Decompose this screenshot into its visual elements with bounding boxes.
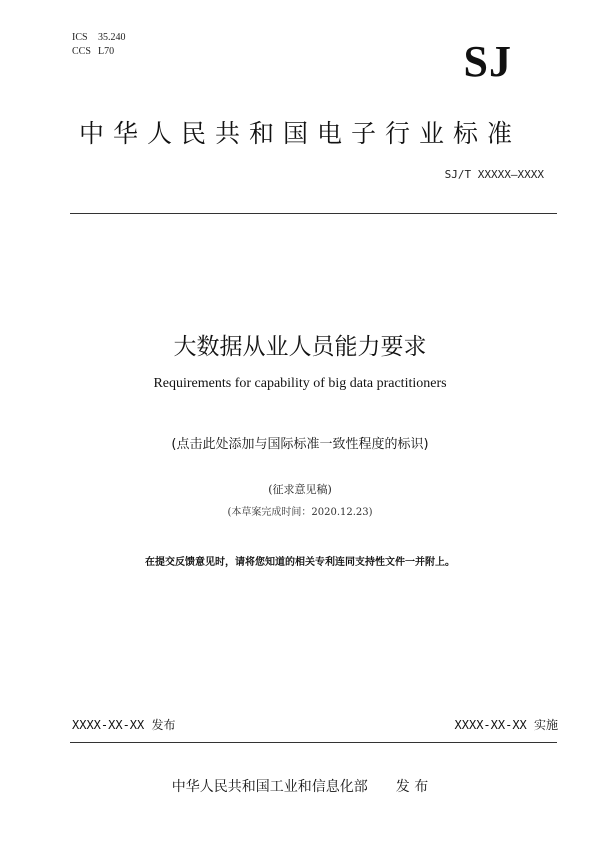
document-title-en: Requirements for capability of big data practitioners [153,376,447,391]
org-title: 中华人民共和国电子行业标准 [78,119,521,148]
sj-logo: SJ [463,37,512,86]
ics-code [72,32,126,43]
ccs-label: CCS [72,46,91,57]
issuer-name: 中华人民共和国工业和信息化部 [171,779,368,795]
draft-stage: (征求意见稿) [268,483,332,496]
issuer [0,776,600,796]
patent-notice: 在提交反馈意见时，请将您知道的相关专利连同支持性文件一并附上。 [145,557,455,568]
implement-date: XXXX-XX-XX 实施 [454,718,558,732]
draft-date: (本草案完成时间：2020.12.23) [227,507,373,518]
conformance-note[interactable]: (点击此处添加与国际标准一致性程度的标识) [171,437,429,452]
ics-label: ICS [72,32,88,43]
ccs-code [72,46,114,57]
issuer-action: 发 布 [395,779,429,795]
bottom-divider [70,742,557,743]
standard-number: SJ/T XXXXX—XXXX [444,168,544,181]
ics-value: 35.240 [98,32,126,43]
document-title-zh: 大数据从业人员能力要求 [173,334,427,360]
ccs-value: L70 [98,46,115,57]
top-divider [70,213,557,214]
publish-date: XXXX-XX-XX 发布 [72,718,176,732]
